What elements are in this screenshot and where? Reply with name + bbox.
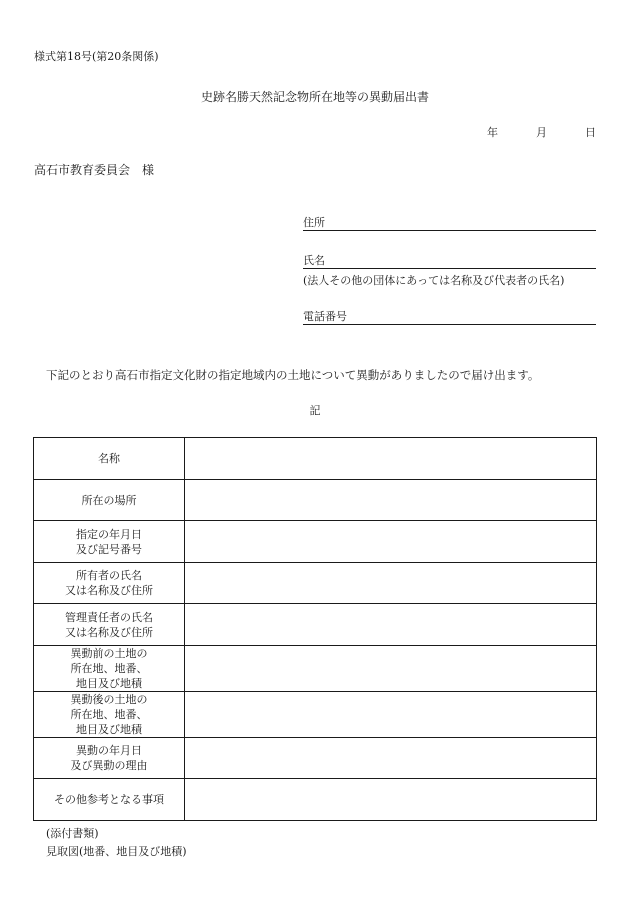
row-label: 異動前の土地の 所在地、地番、 地目及び地積 (70, 647, 148, 690)
row-label-cell (34, 438, 185, 480)
row-label: 管理責任者の氏名 又は名称及び住所 (65, 610, 153, 639)
row-value-cell[interactable] (185, 604, 597, 646)
table-row (34, 480, 597, 521)
row-label-cell (34, 692, 185, 738)
row-label-cell (34, 646, 185, 692)
row-value-cell[interactable] (185, 480, 597, 521)
ki-heading: 記 (309, 404, 321, 417)
name-field[interactable] (303, 253, 596, 269)
row-value-cell[interactable] (185, 646, 597, 692)
row-value-cell[interactable] (185, 521, 597, 563)
row-value-cell[interactable] (185, 738, 597, 779)
table-row (34, 521, 597, 563)
row-label: 指定の年月日 及び記号番号 (76, 527, 142, 556)
row-label: 名称 (98, 452, 120, 465)
row-label: 所有者の氏名 又は名称及び住所 (65, 569, 153, 597)
name-label: 氏名 (303, 254, 325, 267)
table-row (34, 563, 597, 604)
row-label-cell (34, 738, 185, 779)
table-row (34, 438, 597, 480)
form-number: 様式第18号(第20条関係) (34, 50, 159, 63)
phone-field[interactable] (303, 309, 596, 325)
date-month-label: 月 (536, 126, 547, 139)
row-value-cell[interactable] (185, 779, 597, 821)
row-label-cell (34, 521, 185, 563)
table-row (34, 604, 597, 646)
row-label: 異動の年月日 及び異動の理由 (70, 744, 148, 772)
attachment-item: 見取図(地番、地目及び地積) (46, 845, 187, 858)
attachments-heading: (添付書類) (46, 827, 99, 840)
row-value-cell[interactable] (185, 438, 597, 480)
date-line (487, 124, 596, 140)
addressee: 高石市教育委員会 様 (34, 163, 155, 177)
name-note: (法人その他の団体にあっては名称及び代表者の氏名) (303, 274, 565, 287)
row-label-cell (34, 563, 185, 604)
table-row (34, 738, 597, 779)
table-row (34, 779, 597, 821)
row-value-cell[interactable] (185, 692, 597, 738)
row-label: 異動後の土地の 所在地、地番、 地目及び地積 (70, 693, 148, 736)
date-day-label: 日 (585, 126, 596, 139)
row-label-cell (34, 480, 185, 521)
table-row (34, 646, 597, 692)
row-label-cell (34, 604, 185, 646)
date-year-label: 年 (487, 126, 498, 139)
table-row (34, 692, 597, 738)
address-label: 住所 (303, 216, 325, 229)
phone-label: 電話番号 (303, 310, 347, 323)
row-label: 所在の場所 (81, 493, 137, 507)
row-value-cell[interactable] (185, 563, 597, 604)
row-label: その他参考となる事項 (54, 793, 164, 806)
document-title: 史跡名勝天然記念物所在地等の異動届出書 (200, 90, 429, 104)
address-field[interactable] (303, 215, 596, 231)
row-label-cell (34, 779, 185, 821)
statement: 下記のとおり高石市指定文化財の指定地域内の土地について異動がありましたので届け出ます。 (46, 368, 540, 382)
details-table (33, 437, 597, 821)
